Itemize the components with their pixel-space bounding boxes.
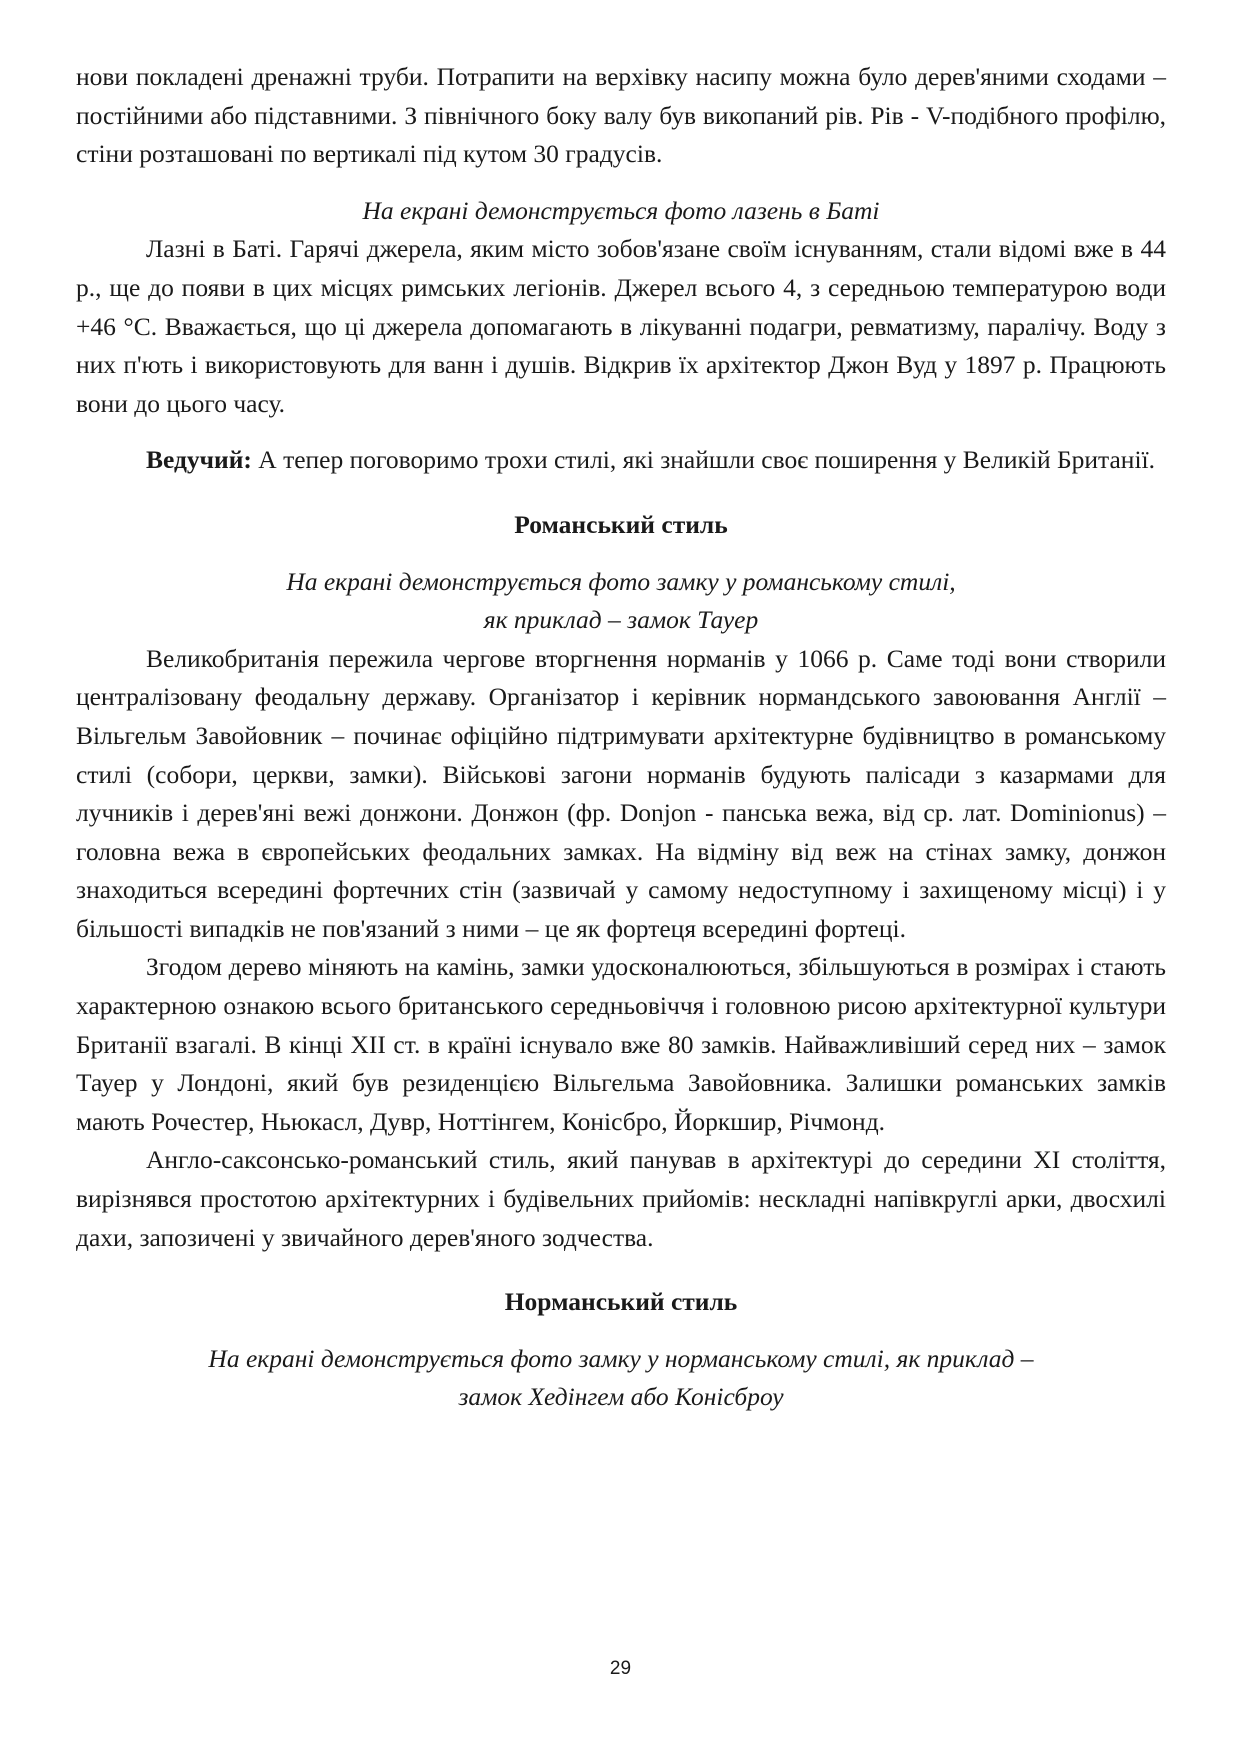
caption-bath-photo: На екрані демонструється фото лазень в Баті <box>362 195 880 225</box>
caption-tower-line-1: На екрані демонструється фото замку у романському стилі, <box>286 566 956 596</box>
caption-hedingham-line-1: На екрані демонструється фото замку у норманському стилі, як приклад – <box>208 1343 1034 1373</box>
paragraph-norman-invasion: Великобританія пережила чергове вторгнення норманів у 1066 р. Саме тоді вони створили централізовану феодальну державу. Організатор і керівник нормандського завоювання Англії – Вільгельм Завойовник – починає офіційно підтримувати архітектурне будівництво в романському стилі (собори, церкви, замки). Військові загони норманів будують палісади з казармами для лучників і дерев'яні вежі донжони. Донжон (фр. Donjon - панська вежа, від ср. лат. Dominionus) – головна вежа в європейських феодальних замках. На відміну від веж на стінах замку, донжон знаходиться всередині фортечних стін (зазвичай у самому недоступному і захищеному місці) і у більшості випадків не пов'язаний з ними – це як фортеця всередині фортеці. <box>76 643 1166 943</box>
host-text: А тепер поговоримо трохи стилі, які знайшли своє поширення у Великій Британії. <box>251 445 1155 475</box>
caption-tower-line-2: як приклад – замок Тауер <box>483 605 759 635</box>
caption-hedingham-photo <box>76 1340 1166 1417</box>
caption-hedingham-line-2: замок Хедінгем або Конісброу <box>458 1382 784 1412</box>
host-label: Ведучий: <box>146 445 252 475</box>
heading-norman-style: Норманський стиль <box>504 1287 738 1317</box>
paragraph-anglo-saxon-style: Англо-саксонсько-романський стиль, який панував в архітектурі до середини XI століття, вирізнявся простотою архітектурних і будівельних прийомів: нескладні напівкруглі арки, двосхилі дахи, запозичені у звичайного дерев'яного зодчества. <box>76 1145 1166 1252</box>
caption-tower-photo <box>76 563 1166 640</box>
paragraph-host <box>76 441 1166 480</box>
paragraph-drainage: нови покладені дренажні труби. Потрапити на верхівку насипу можна було дерев'яними сходами – постійними або підставними. З північного боку валу був викопаний рів. Рів - V-подібного профілю, стіни розташовані по вертикалі під кутом 30 градусів. <box>76 62 1166 169</box>
document-page <box>76 58 1166 1417</box>
paragraph-stone-castles: Згодом дерево міняють на камінь, замки удосконалюються, збільшуються в розмірах і стають характерною ознакою всього британського середньовіччя і головною рисою архітектурної культури Британії взагалі. В кінці XII ст. в країні існувало вже 80 замків. Найважливіший серед них – замок Тауер у Лондоні, який був резиденцією Вільгельма Завойовника. Залишки романських замків мають Рочестер, Ньюкасл, Дувр, Ноттінгем, Конісбро, Йоркшир, Річмонд. <box>76 952 1166 1136</box>
page-number: 29 <box>609 1658 632 1679</box>
heading-romanesque-style: Романський стиль <box>514 509 728 539</box>
paragraph-bath: Лазні в Баті. Гарячі джерела, яким місто зобов'язане своїм існуванням, стали відомі вже в 44 р., ще до появи в цих місцях римських легіонів. Джерел всього 4, з середньою температурою води +46 °С. Вважається, що ці джерела допомагають в лікуванні подагри, ревматизму, паралічу. Воду з них п'ють і використовують для ванн і душів. Відкрив їх архітектор Джон Вуд у 1897 р. Працюють вони до цього часу. <box>76 234 1166 418</box>
